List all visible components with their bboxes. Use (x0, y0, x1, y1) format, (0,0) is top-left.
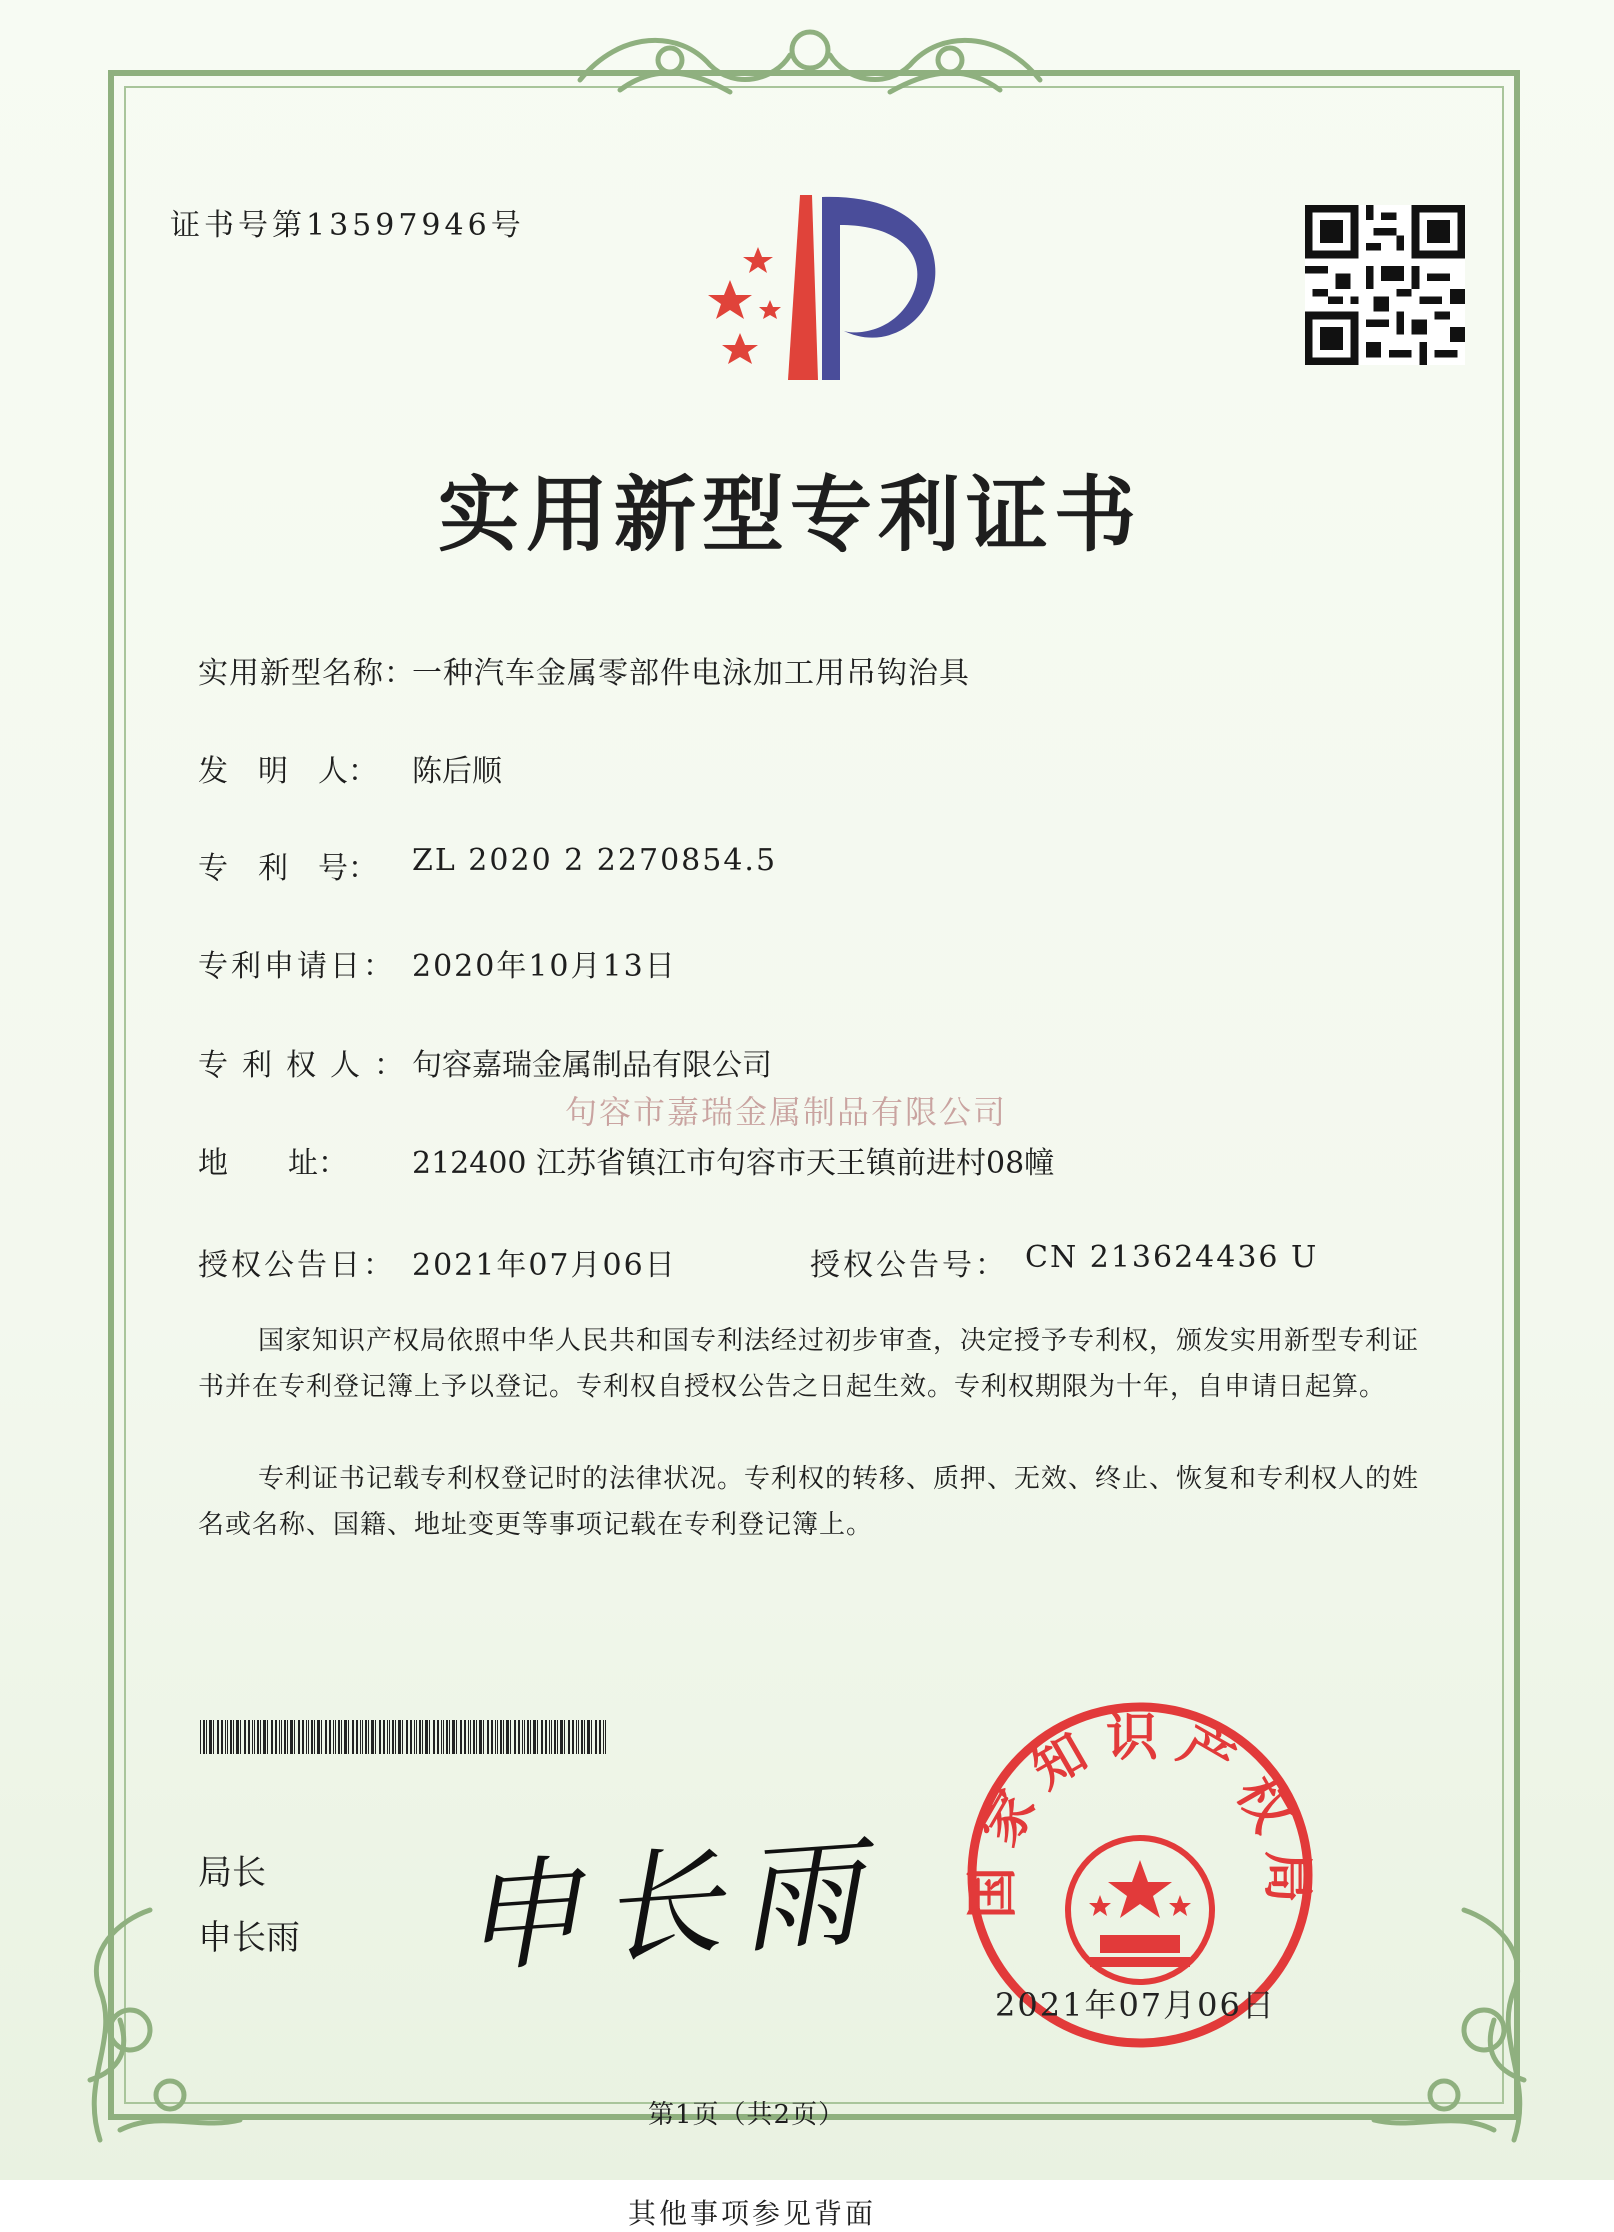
top-ornament (560, 20, 1060, 110)
certificate-number: 证书号第13597946号 (170, 208, 525, 243)
footer-note: 其他事项参见背面 (628, 2197, 877, 2230)
field-address-label: 地 址： (198, 1146, 348, 1181)
field-grant-date-value: 2021年07月06日 (412, 1248, 677, 1283)
field-grant-number-label: 授权公告号： (810, 1248, 1008, 1283)
field-inventor-label: 发 明 人： (198, 754, 378, 789)
field-patentee-label: 专利权人： (198, 1048, 418, 1083)
field-name-value: 一种汽车金属零部件电泳加工用吊钩治具 (412, 656, 970, 691)
field-patent-number-label: 专 利 号： (198, 851, 378, 886)
field-inventor-value: 陈后顺 (412, 754, 502, 789)
signatory-title: 局长 (198, 1853, 266, 1893)
field-filing-date-value: 2020年10月13日 (412, 949, 677, 984)
field-address-value: 212400 江苏省镇江市句容市天王镇前进村08幢 (412, 1146, 1055, 1181)
qr-code (1305, 205, 1465, 365)
field-patent-number-value: ZL 2020 2 2270854.5 (412, 843, 778, 878)
barcode (200, 1720, 610, 1754)
field-filing-date-label: 专利申请日： (198, 949, 396, 984)
cnipa-logo-icon (690, 185, 950, 385)
company-watermark: 句容市嘉瑞金属制品有限公司 (565, 1093, 1008, 1131)
field-grant-number-value: CN 213624436 U (1025, 1240, 1319, 1275)
legal-paragraph-1: 国家知识产权局依照中华人民共和国专利法经过初步审查，决定授予专利权，颁发实用新型专利证书并在专利登记簿上予以登记。专利权自授权公告之日起生效。专利权期限为十年，自申请日起算。 (198, 1326, 1420, 1402)
page-indicator: 第1页（共2页） (648, 2100, 846, 2130)
certificate-title: 实用新型专利证书 (438, 467, 1143, 563)
field-grant-date-label: 授权公告日： (198, 1248, 396, 1283)
bottom-right-ornament (1354, 1880, 1554, 2160)
field-patentee-value: 句容嘉瑞金属制品有限公司 (412, 1048, 772, 1083)
legal-paragraph-2: 专利证书记载专利权登记时的法律状况。专利权的转移、质押、无效、终止、恢复和专利权人的姓名或名称、国籍、地址变更等事项记载在专利登记簿上。 (198, 1464, 1420, 1540)
signatory-name: 申长雨 (198, 1918, 300, 1958)
seal-date: 2021年07月06日 (995, 1986, 1276, 2024)
handwritten-signature: 申长雨 (456, 1822, 886, 1991)
svg-text:国家知识产权局: 国家知识产权局 (962, 1708, 1318, 1919)
field-name-label: 实用新型名称： (198, 656, 415, 691)
